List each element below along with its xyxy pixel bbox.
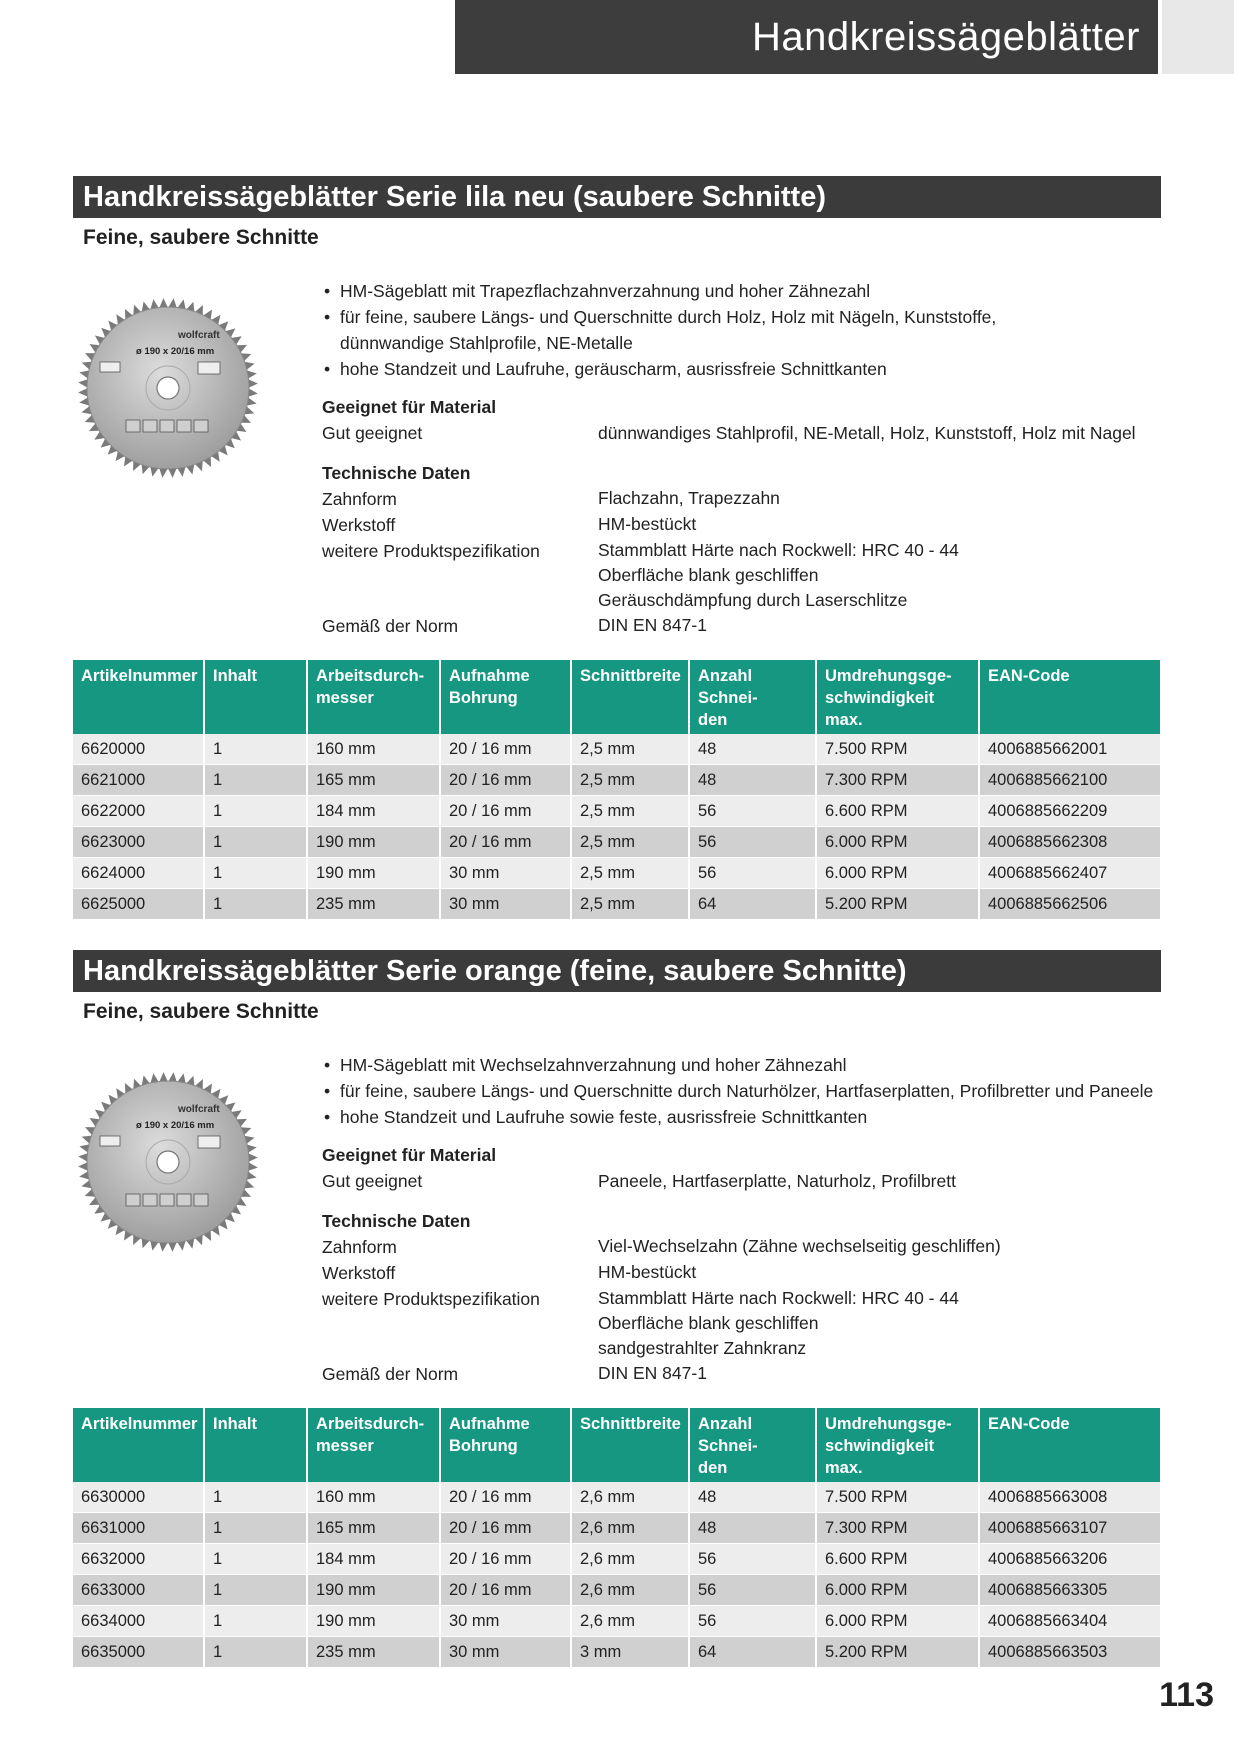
feature-item: • für feine, saubere Längs- und Querschnitte durch Holz, Holz mit Nägeln, Kunststoffe, dünnwandige Stahlprofile, NE-Metalle [322, 304, 1100, 356]
table-cell: 190 mm [307, 858, 440, 889]
tech-row [322, 538, 1162, 613]
table-cell: 64 [689, 1637, 816, 1668]
table-row [73, 1606, 1161, 1637]
table-cell: 1 [204, 858, 307, 889]
table-cell: 64 [689, 889, 816, 920]
table-cell: 7.300 RPM [816, 1513, 979, 1544]
column-header-line: Anzahl Schnei- [698, 667, 758, 707]
table-cell: 1 [204, 827, 307, 858]
tech-key: Zahnform [322, 1237, 397, 1257]
tech-row [322, 1361, 1162, 1387]
tech-value: sandgestrahlter Zahnkranz [598, 1338, 807, 1358]
table-cell: 6.600 RPM [816, 1544, 979, 1575]
table-row [73, 1513, 1161, 1544]
column-header-line: Anzahl Schnei- [698, 1415, 758, 1455]
column-header-line: Artikelnummer [81, 667, 198, 685]
column-header-line: Bohrung [449, 689, 518, 707]
material-key: Gut geeignet [322, 423, 423, 443]
table-cell: 30 mm [440, 1606, 571, 1637]
page-header-title: Handkreissägeblätter [455, 0, 1158, 74]
table-cell: 6625000 [73, 889, 204, 920]
table-row [73, 827, 1161, 858]
table-cell: 184 mm [307, 1544, 440, 1575]
table-cell: 20 / 16 mm [440, 827, 571, 858]
table-cell: 56 [689, 1575, 816, 1606]
table-cell: 2,6 mm [571, 1606, 689, 1637]
tech-row [322, 486, 1162, 512]
table-cell: 56 [689, 1544, 816, 1575]
table-cell: 4006885663404 [979, 1606, 1161, 1637]
tech-value: Stammblatt Härte nach Rockwell: HRC 40 - 44 [598, 540, 959, 560]
product-section-orange [73, 950, 1161, 1661]
column-header [204, 1408, 307, 1482]
table-cell: 1 [204, 1606, 307, 1637]
table-cell: 2,5 mm [571, 796, 689, 827]
tech-row [322, 1234, 1162, 1260]
table-cell: 4006885662209 [979, 796, 1161, 827]
table-cell: 2,5 mm [571, 858, 689, 889]
tech-key: weitere Produktspezifikation [322, 541, 540, 561]
blade-material-symbol [177, 1194, 191, 1206]
column-header-line: Aufnahme [449, 667, 530, 685]
column-header [307, 660, 440, 734]
column-header-line: Umdrehungsge- [825, 667, 952, 685]
table-cell: 165 mm [307, 765, 440, 796]
tech-row [322, 512, 1162, 538]
table-cell: 6634000 [73, 1606, 204, 1637]
tech-row [322, 1260, 1162, 1286]
table-cell: 6624000 [73, 858, 204, 889]
table-cell: 4006885663503 [979, 1637, 1161, 1668]
column-header-line: messer [316, 689, 374, 707]
column-header-line: den [698, 711, 728, 729]
column-header [979, 660, 1161, 734]
tech-value: Viel-Wechselzahn (Zähne wechselseitig geschliffen) [598, 1236, 1001, 1256]
feature-item: • für feine, saubere Längs- und Querschnitte durch Naturhölzer, Hartfaserplatten, Profilbretter und Paneele [322, 1078, 1162, 1104]
table-cell: 6631000 [73, 1513, 204, 1544]
table-cell: 30 mm [440, 858, 571, 889]
tech-value: Oberfläche blank geschliffen [598, 1313, 819, 1333]
tech-key: Werkstoff [322, 1263, 396, 1283]
saw-blade-image [73, 1050, 263, 1280]
tech-value: Oberfläche blank geschliffen [598, 565, 819, 585]
table-cell: 2,5 mm [571, 734, 689, 765]
table-row [73, 1575, 1161, 1606]
tech-value: Stammblatt Härte nach Rockwell: HRC 40 - 44 [598, 1288, 959, 1308]
table-cell: 2,6 mm [571, 1482, 689, 1513]
tech-key: Gemäß der Norm [322, 1364, 459, 1384]
product-table [73, 660, 1162, 920]
table-cell: 190 mm [307, 1606, 440, 1637]
table-cell: 4006885663008 [979, 1482, 1161, 1513]
section-subtitle: Feine, saubere Schnitte [83, 1000, 319, 1023]
table-row [73, 889, 1161, 920]
table-row [73, 1637, 1161, 1668]
table-cell: 20 / 16 mm [440, 1544, 571, 1575]
section-title: Handkreissägeblätter Serie orange (feine, saubere Schnitte) [73, 950, 1161, 992]
product-info [322, 1052, 1162, 1387]
table-cell: 6635000 [73, 1637, 204, 1668]
column-header [307, 1408, 440, 1482]
column-header [440, 660, 571, 734]
table-cell: 1 [204, 1513, 307, 1544]
product-section-lila [73, 176, 1161, 913]
blade-teeth-box [198, 362, 220, 374]
column-header-line: Schnittbreite [580, 667, 681, 685]
column-header-line: Arbeitsdurch- [316, 1415, 425, 1433]
column-header-line: Arbeitsdurch- [316, 667, 425, 685]
column-header-line: Bohrung [449, 1437, 518, 1455]
blade-material-symbol [194, 1194, 208, 1206]
table-cell: 4006885662308 [979, 827, 1161, 858]
product-info [322, 278, 1162, 639]
table-cell: 1 [204, 765, 307, 796]
feature-list [322, 1052, 1162, 1130]
tech-key: Zahnform [322, 489, 397, 509]
table-cell: 4006885662407 [979, 858, 1161, 889]
feature-item: • HM-Sägeblatt mit Trapezflachzahnverzahnung und hoher Zähnezahl [322, 278, 1162, 304]
table-cell: 235 mm [307, 1637, 440, 1668]
table-row [73, 1482, 1161, 1513]
table-cell: 6.000 RPM [816, 1575, 979, 1606]
table-cell: 4006885663305 [979, 1575, 1161, 1606]
table-cell: 6.000 RPM [816, 1606, 979, 1637]
table-cell: 20 / 16 mm [440, 1513, 571, 1544]
table-cell: 2,5 mm [571, 827, 689, 858]
table-cell: 20 / 16 mm [440, 796, 571, 827]
table-cell: 190 mm [307, 827, 440, 858]
blade-material-symbol [126, 1194, 140, 1206]
material-value: Paneele, Hartfaserplatte, Naturholz, Profilbrett [598, 1171, 956, 1191]
blade-teeth-box [198, 1136, 220, 1148]
blade-material-symbol [143, 420, 157, 432]
column-header [73, 1408, 204, 1482]
tech-value: DIN EN 847-1 [598, 615, 707, 635]
section-subtitle: Feine, saubere Schnitte [83, 226, 319, 249]
table-cell: 5.200 RPM [816, 889, 979, 920]
tech-value: Geräuschdämpfung durch Laserschlitze [598, 590, 908, 610]
arbor-hole [157, 377, 179, 399]
tech-value: DIN EN 847-1 [598, 1363, 707, 1383]
column-header [571, 660, 689, 734]
column-header [204, 660, 307, 734]
table-cell: 6633000 [73, 1575, 204, 1606]
tech-row [322, 613, 1162, 639]
table-cell: 7.500 RPM [816, 734, 979, 765]
table-cell: 1 [204, 1575, 307, 1606]
tech-value: Flachzahn, Trapezzahn [598, 488, 780, 508]
column-header-line: Inhalt [213, 667, 257, 685]
material-heading: Geeignet für Material [322, 1145, 497, 1165]
table-cell: 48 [689, 1513, 816, 1544]
column-header [440, 1408, 571, 1482]
column-header [571, 1408, 689, 1482]
table-cell: 20 / 16 mm [440, 765, 571, 796]
column-header-line: EAN-Code [988, 667, 1070, 685]
table-cell: 48 [689, 1482, 816, 1513]
feature-item: • HM-Sägeblatt mit Wechselzahnverzahnung und hoher Zähnezahl [322, 1052, 1162, 1078]
table-cell: 6630000 [73, 1482, 204, 1513]
blade-material-symbol [160, 1194, 174, 1206]
table-header-row [73, 660, 1161, 734]
column-header-line: messer [316, 1437, 374, 1455]
table-cell: 4006885662100 [979, 765, 1161, 796]
column-header-line: EAN-Code [988, 1415, 1070, 1433]
table-cell: 20 / 16 mm [440, 1575, 571, 1606]
column-header-line: Schnittbreite [580, 1415, 681, 1433]
table-cell: 4006885662506 [979, 889, 1161, 920]
table-cell: 6620000 [73, 734, 204, 765]
table-cell: 48 [689, 734, 816, 765]
tech-row [322, 1286, 1162, 1361]
tech-key: Gemäß der Norm [322, 616, 459, 636]
column-header [979, 1408, 1161, 1482]
header-tab [1162, 0, 1234, 74]
table-cell: 165 mm [307, 1513, 440, 1544]
saw-blade-image [73, 276, 263, 506]
column-header [689, 660, 816, 734]
table-cell: 235 mm [307, 889, 440, 920]
blade-material-symbol [177, 420, 191, 432]
material-key: Gut geeignet [322, 1171, 423, 1191]
feature-item: • hohe Standzeit und Laufruhe, geräuscharm, ausrissfreie Schnittkanten [322, 356, 1162, 382]
column-header [816, 1408, 979, 1482]
table-row [73, 796, 1161, 827]
feature-item: • hohe Standzeit und Laufruhe sowie feste, ausrissfreie Schnittkanten [322, 1104, 1162, 1130]
table-cell: 2,6 mm [571, 1575, 689, 1606]
material-row [322, 1168, 1162, 1194]
table-cell: 160 mm [307, 1482, 440, 1513]
table-cell: 6632000 [73, 1544, 204, 1575]
table-cell: 56 [689, 796, 816, 827]
arbor-hole [157, 1151, 179, 1173]
product-table [73, 1408, 1162, 1668]
table-cell: 6.000 RPM [816, 858, 979, 889]
table-row [73, 1544, 1161, 1575]
blade-tct-box [100, 1136, 120, 1146]
table-cell: 56 [689, 858, 816, 889]
column-header [816, 660, 979, 734]
table-cell: 7.500 RPM [816, 1482, 979, 1513]
table-cell: 3 mm [571, 1637, 689, 1668]
tech-value: HM-bestückt [598, 1262, 697, 1282]
blade-material-symbol [194, 420, 208, 432]
table-cell: 4006885663206 [979, 1544, 1161, 1575]
blade-material-symbol [126, 420, 140, 432]
table-cell: 20 / 16 mm [440, 734, 571, 765]
blade-size-text: ø 190 x 20/16 mm [136, 346, 215, 357]
table-cell: 30 mm [440, 889, 571, 920]
table-header-row [73, 1408, 1161, 1482]
column-header-line: schwindigkeit max. [825, 689, 935, 729]
page-number: 113 [1159, 1676, 1214, 1714]
table-cell: 2,5 mm [571, 765, 689, 796]
column-header-line: schwindigkeit max. [825, 1437, 935, 1477]
feature-list [322, 278, 1162, 382]
table-cell: 1 [204, 889, 307, 920]
column-header-line: den [698, 1459, 728, 1477]
table-cell: 56 [689, 1606, 816, 1637]
table-cell: 6.600 RPM [816, 796, 979, 827]
table-cell: 30 mm [440, 1637, 571, 1668]
material-heading: Geeignet für Material [322, 397, 497, 417]
blade-tct-box [100, 362, 120, 372]
column-header-line: Aufnahme [449, 1415, 530, 1433]
table-cell: 6622000 [73, 796, 204, 827]
blade-material-symbol [160, 420, 174, 432]
table-cell: 1 [204, 796, 307, 827]
column-header [689, 1408, 816, 1482]
section-title: Handkreissägeblätter Serie lila neu (saubere Schnitte) [73, 176, 1161, 218]
table-cell: 1 [204, 1637, 307, 1668]
tech-key: Werkstoff [322, 515, 396, 535]
table-row [73, 765, 1161, 796]
material-value: dünnwandiges Stahlprofil, NE-Metall, Holz, Kunststoff, Holz mit Nagel [598, 423, 1136, 443]
tech-heading: Technische Daten [322, 1211, 471, 1231]
table-row [73, 858, 1161, 889]
material-row [322, 420, 1162, 446]
table-cell: 2,6 mm [571, 1544, 689, 1575]
table-row [73, 734, 1161, 765]
column-header-line: Inhalt [213, 1415, 257, 1433]
table-cell: 4006885663107 [979, 1513, 1161, 1544]
blade-brand-text: wolfcraft [178, 330, 220, 341]
column-header-line: Umdrehungsge- [825, 1415, 952, 1433]
table-cell: 20 / 16 mm [440, 1482, 571, 1513]
table-cell: 5.200 RPM [816, 1637, 979, 1668]
table-cell: 1 [204, 734, 307, 765]
blade-material-symbol [143, 1194, 157, 1206]
table-cell: 2,6 mm [571, 1513, 689, 1544]
table-cell: 48 [689, 765, 816, 796]
table-cell: 56 [689, 827, 816, 858]
table-cell: 6.000 RPM [816, 827, 979, 858]
column-header-line: Artikelnummer [81, 1415, 198, 1433]
table-cell: 6621000 [73, 765, 204, 796]
tech-key: weitere Produktspezifikation [322, 1289, 540, 1309]
table-cell: 7.300 RPM [816, 765, 979, 796]
blade-brand-text: wolfcraft [178, 1104, 220, 1115]
table-cell: 2,5 mm [571, 889, 689, 920]
table-cell: 1 [204, 1482, 307, 1513]
blade-size-text: ø 190 x 20/16 mm [136, 1120, 215, 1131]
tech-value: HM-bestückt [598, 514, 697, 534]
column-header [73, 660, 204, 734]
tech-heading: Technische Daten [322, 463, 471, 483]
table-cell: 160 mm [307, 734, 440, 765]
table-cell: 6623000 [73, 827, 204, 858]
table-cell: 1 [204, 1544, 307, 1575]
table-cell: 4006885662001 [979, 734, 1161, 765]
table-cell: 184 mm [307, 796, 440, 827]
table-cell: 190 mm [307, 1575, 440, 1606]
